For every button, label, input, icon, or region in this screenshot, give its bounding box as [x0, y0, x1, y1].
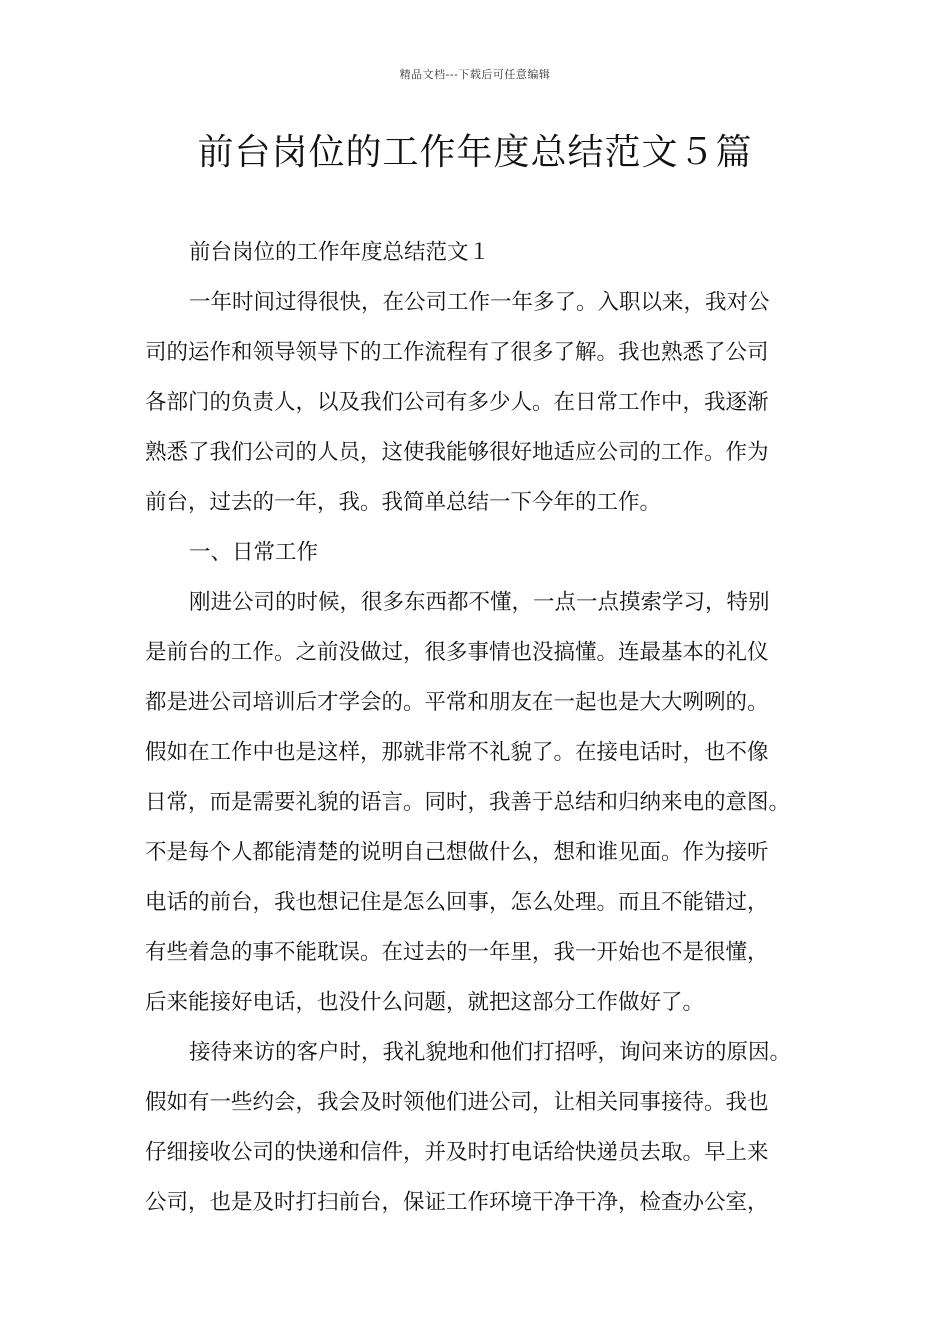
text-line: 假如有一些约会，我会及时领他们进公司，让相关同事接待。我也: [145, 1090, 769, 1115]
text-line: 公司，也是及时打扫前台，保证工作环境干净干净，检查办公室，: [145, 1190, 769, 1215]
text-line: 电话的前台，我也想记住是怎么回事，怎么处理。而且不能错过，: [145, 890, 769, 915]
paragraph-intro: [145, 278, 808, 528]
section-title: 前台岗位的工作年度总结范文１: [189, 240, 491, 265]
header-note: 精品文档---下载后可任意编辑: [399, 68, 551, 81]
text-line: 日常，而是需要礼貌的语言。同时，我善于总结和归纳来电的意图。: [145, 790, 791, 815]
paragraph-reception: [145, 1028, 808, 1228]
text-line: 司的运作和领导领导下的工作流程有了很多了解。我也熟悉了公司: [145, 340, 769, 365]
section-heading: 一、日常工作: [189, 540, 319, 565]
text-line: 假如在工作中也是这样，那就非常不礼貌了。在接电话时，也不像: [145, 740, 769, 765]
text-line: 刚进公司的时候，很多东西都不懂，一点一点摸索学习，特别: [189, 590, 770, 615]
text-line: 接待来访的客户时，我礼貌地和他们打招呼，询问来访的原因。: [189, 1040, 792, 1065]
text-line: 一年时间过得很快，在公司工作一年多了。入职以来，我对公: [189, 290, 770, 315]
text-line: 各部门的负责人，以及我们公司有多少人。在日常工作中，我逐渐: [145, 390, 769, 415]
text-line: 都是进公司培训后才学会的。平常和朋友在一起也是大大咧咧的。: [145, 690, 769, 715]
heading-paragraph: [145, 528, 808, 578]
text-line: 后来能接好电话，也没什么问题，就把这部分工作做好了。: [145, 990, 705, 1015]
document-title: 前台岗位的工作年度总结范文５篇: [197, 132, 753, 173]
text-line: 是前台的工作。之前没做过，很多事情也没搞懂。连最基本的礼仪: [145, 640, 769, 665]
text-line: 有些着急的事不能耽误。在过去的一年里，我一开始也不是很懂，: [145, 940, 769, 965]
paragraph-daily-work: [145, 578, 808, 1028]
text-line: 熟悉了我们公司的人员，这使我能够很好地适应公司的工作。作为: [145, 440, 769, 465]
text-line: 前台，过去的一年，我。我简单总结一下今年的工作。: [145, 490, 662, 515]
section-title-paragraph: [145, 228, 808, 278]
text-line: 不是每个人都能清楚的说明自己想做什么，想和谁见面。作为接听: [145, 840, 769, 865]
text-line: 仔细接收公司的快递和信件，并及时打电话给快递员去取。早上来: [145, 1140, 769, 1165]
document-body: [145, 228, 808, 1228]
